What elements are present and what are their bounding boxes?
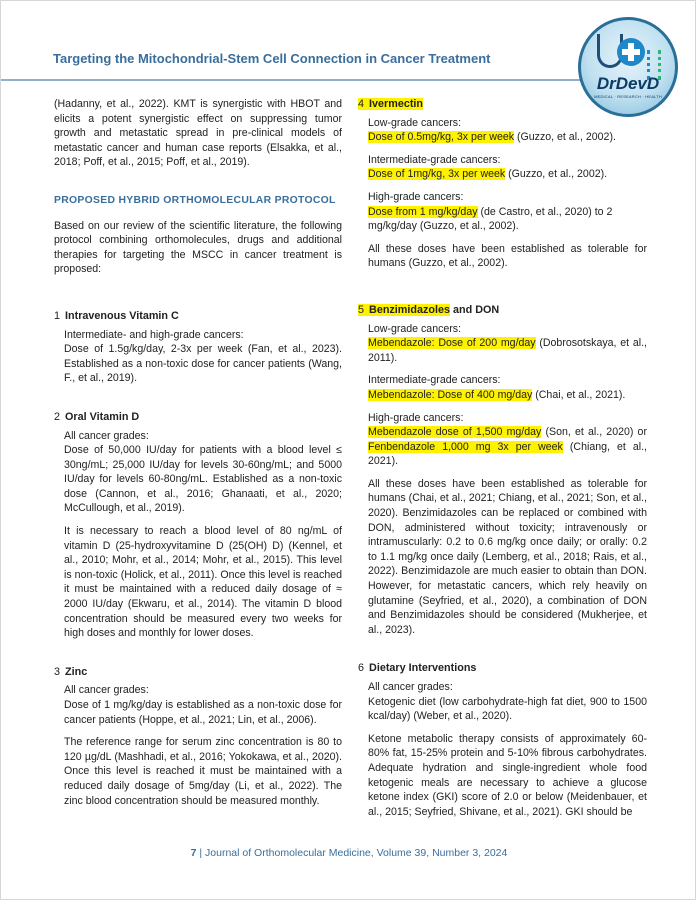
item-heading: 6 Dietary Interventions [358,662,477,675]
page-footer: 7 | Journal of Orthomolecular Medicine, Volume 39, Number 3, 2024 [190,847,508,859]
grade-label-high: High-grade cancers: [368,411,464,424]
grade-label-high: High-grade cancers: [368,190,464,203]
protocol-item-6 [358,661,647,819]
grade-label: Intermediate- and high-grade cancers: [64,328,244,341]
item-text: Dose of 50,000 IU/day for patients with a blood level ≤ 30ng/mL; 25,000 IU/day for levels 30-60ng/mL; and 5000 IU/day for levels 60-80ng/mL. Established as a non-toxic dose (Cannon, et al., 2016; Ghanaati, et al., 2020; McCullough, et al., 2019). [64,444,342,515]
page-number: 7 [190,847,197,859]
dose-high: Mebendazole dose of 1,500 mg/day (Son, et al., 2020) or Fenbendazole 1,000 mg 3x per week (Chiang, et al., 2021). [368,426,647,468]
protocol-item-4 [358,97,647,271]
grade-label: All cancer grades: [368,681,453,693]
item-closing: All these doses have been established as tolerable for humans (Chai, et al., 2021; Chiang, et al., 2021; Son, et al., 2020). Benzimidazoles can be replaced or combined with DON, administered without toxicity; intravenously or intramuscularly: 0.2 to 0.6 mg/kg once daily; or orally: 0.2 to 1.1 mg/kg once daily (Lemberg, et al., 2018; Rais, et al., 2022). Benzimidazole are much easier to obtain than DON. However, for metastatic cancers, which rely heavily on glutamine (Seyfried, et al., 2020), a combination of DON and Benzimidazoles should be considered (Mukherjee, et al., 2023). [368,477,647,636]
logo-tagline: MEDICAL · RESEARCH · HEALTH [594,94,662,99]
protocol-item-2 [54,410,342,641]
protocol-item-1 [54,309,342,386]
grade-label-low: Low-grade cancers: [368,116,462,129]
section-intro: Based on our review of the scientific literature, the following protocol combining orthomolecules, drugs and additional therapies for targeting the MSCC in cancer treatment is proposed: [54,219,342,276]
item-closing: All these doses have been established as tolerable for humans (Guzzo, et al., 2002). [368,242,647,270]
item-text: Dose of 1.5g/kg/day, 2-3x per week (Fan, et al., 2023). Established as a non-toxic dose for cancer patients (Wang, F., et al., 2019). [64,343,342,385]
item-text-2: The reference range for serum zinc concentration is 80 to 120 µg/dL (Mashhadi, et al., 2016; Yokokawa, et al., 2020). Once this level is reached it must be maintained with a reduced daily dosage of 5mg/day (Li, et al., 2022). The zinc blood concentration should be measured monthly. [64,736,342,807]
grade-label-low: Low-grade cancers: [368,322,462,335]
grade-label-intermediate: Intermediate-grade cancers: [368,374,501,387]
dose-high: Dose from 1 mg/kg/day (de Castro, et al., 2020) to 2 mg/kg/day (Guzzo, et al., 2002). [368,205,613,233]
intro-paragraph: (Hadanny, et al., 2022). KMT is synergistic with HBOT and elicits a potent synergistic effect on suppressing tumor growth and metastatic spread in pre-clinical models of metastatic cancer and human case reports (Elsakka, et al., 2018; Poff, et al., 2015; Poff, et al., 2019). [54,98,342,169]
item-text: Dose of 1 mg/kg/day is established as a non-toxic dose for cancer patients (Hoppe, et al., 2021; Lin, et al., 2006). [64,699,342,726]
item-heading: 1 Intravenous Vitamin C [54,309,179,322]
left-column [54,97,342,816]
journal-citation: Journal of Orthomolecular Medicine, Volume 39, Number 3, 2024 [205,847,508,859]
item-text-2: Ketone metabolic therapy consists of approximately 60-80% fat, 15-25% protein and 5-10% fibrous carbohydrates. Adequate hydration and single-ingredient whole food ketogenic meals are necessary to achieve a glucose ketone index (GKI) score of 2.0 or below (Meidenbauer, et al., 2015; Seyfried, Shivane, et al., 2021). GKI should be [368,732,647,818]
protocol-item-3 [54,665,342,808]
grade-label: All cancer grades: [64,429,149,442]
medical-cross-icon [617,38,645,66]
dose-low: Dose of 0.5mg/kg, 3x per week (Guzzo, et al., 2002). [368,131,616,144]
item-text: Ketogenic diet (low carbohydrate-high fat diet, 900 to 1500 kcal/day) (Weber, et al., 2020). [368,695,647,723]
dose-low: Mebendazole: Dose of 200 mg/day (Dobrosotskaya, et al., 2011). [368,337,647,364]
protocol-item-5 [358,303,647,637]
grade-label-intermediate: Intermediate-grade cancers: [368,153,501,166]
logo-name: DrDevD [596,74,660,93]
item-heading: 2 Oral Vitamin D [54,410,140,423]
header-rule [1,79,581,81]
item-heading: 5 Benzimidazoles and DON [358,303,500,316]
dose-intermediate: Dose of 1mg/kg, 3x per week (Guzzo, et al., 2002). [368,168,608,181]
right-column [358,97,647,827]
item-text-2: It is necessary to reach a blood level of 80 ng/mL of vitamin D (25-hydroxyvitamine D (25(OH) D) (Kennel, et al., 2010; Mohr, et al., 2014; Mohr, et al., 2015). This level is non-toxic (Holick, et al., 2011). Once this level is reached it must be maintained with a reduced daily dosage of ≈ 2000 IU/day (Ekwaru, et al., 2014). The vitamin D blood concentration should be measured every two weeks for high doses and monthly for lower doses. [64,525,342,640]
running-header: Targeting the Mitochondrial-Stem Cell Connection in Cancer Treatment [53,51,491,66]
grade-label: All cancer grades: [64,684,149,697]
section-title: PROPOSED HYBRID ORTHOMOLECULAR PROTOCOL [54,194,336,206]
item-heading: 3 Zinc [54,665,88,678]
dose-intermediate: Mebendazole: Dose of 400 mg/day (Chai, et al., 2021). [368,388,626,401]
item-heading: 4 Ivermectin [358,98,424,110]
